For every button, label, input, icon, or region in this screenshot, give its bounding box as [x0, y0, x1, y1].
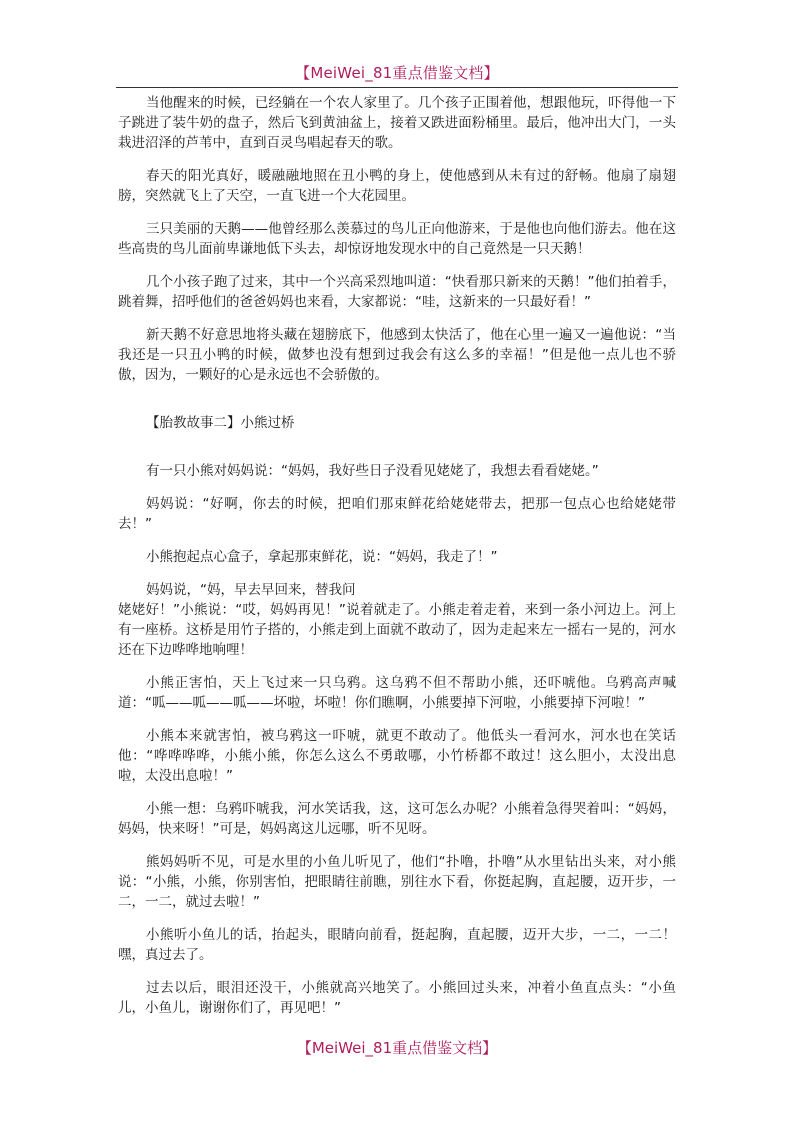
paragraph: 过去以后，眼泪还没干，小熊就高兴地笑了。小熊回过头来，冲着小鱼直点头：“小鱼儿，小鱼儿，谢谢你们了，再见吧！” [118, 980, 676, 1016]
paragraph: 三只美丽的天鹅——他曾经那么羡慕过的鸟儿正向他游来，于是他也向他们游去。他在这些高贵的鸟儿面前卑谦地低下头去，却惊讶地发现水中的自己竟然是一只天鹅！ [118, 221, 676, 257]
document-body [118, 93, 676, 1031]
paragraph: 有一只小熊对妈妈说：“妈妈，我好些日子没看见姥姥了，我想去看看姥姥。” [146, 463, 599, 479]
paragraph: 小熊抱起点心盒子，拿起那束鲜花，说：“妈妈，我走了！” [146, 549, 498, 565]
paragraph: 小熊正害怕，天上飞过来一只乌鸦。这乌鸦不但不帮助小熊，还吓唬他。乌鸦高声喊道：“呱——呱——呱——坏啦，坏啦！你们瞧啊，小熊要掉下河啦，小熊要掉下河啦！” [118, 675, 676, 711]
section-heading: 【胎教故事二】小熊过桥 [146, 415, 295, 431]
paragraph: 熊妈妈听不见，可是水里的小鱼儿听见了，他们“扑噜，扑噜”从水里钻出头来，对小熊说：“小熊，小熊，你别害怕，把眼睛往前瞧，别往水下看，你挺起胸，直起腰，迈开步，一二，一二，就过去啦！” [118, 854, 676, 910]
paragraph: 妈妈说，“妈，早去早回来，替我问 姥姥好！”小熊说：“哎，妈妈再见！”说着就走了。小熊走着走着，来到一条小河边上。河上有一座桥。这桥是用竹子搭的，小熊走到上面就不敢动了，因为走起来左一摇右一晃的，河水还在下边哗哗地响哩！ [118, 582, 676, 658]
paragraph: 小熊听小鱼儿的话，抬起头，眼睛向前看，挺起胸，直起腰，迈开大步，一二，一二！嘿，真过去了。 [118, 927, 676, 963]
paragraph: 妈妈说：“好啊，你去的时候，把咱们那束鲜花给姥姥带去，把那一包点心也给姥姥带去！” [118, 496, 676, 532]
paragraph: 春天的阳光真好，暖融融地照在丑小鸭的身上，使他感到从未有过的舒畅。他扇了扇翅膀，突然就飞上了天空，一直飞进一个大花园里。 [118, 168, 676, 204]
paragraph: 几个小孩子跑了过来，其中一个兴高采烈地叫道：“快看那只新来的天鹅！”他们拍着手，跳着舞，招呼他们的爸爸妈妈也来看，大家都说：“哇，这新来的一只最好看！” [118, 274, 676, 310]
paragraph: 小熊一想：乌鸦吓唬我，河水笑话我，这，这可怎么办呢？小熊着急得哭着叫：“妈妈，妈妈，快来呀！”可是，妈妈离这儿远哪，听不见呀。 [118, 801, 676, 837]
paragraph: 小熊本来就害怕，被乌鸦这一吓唬，就更不敢动了。他低头一看河水，河水也在笑话他：“哗哗哗哗，小熊小熊，你怎么这么不勇敢哪，小竹桥都不敢过！这么胆小，太没出息啦，太没出息啦！” [118, 728, 676, 784]
page-header-title: 【MeiWei_81重点借鉴文档】 [295, 64, 499, 82]
header-divider [116, 87, 678, 88]
paragraph: 当他醒来的时候，已经躺在一个农人家里了。几个孩子正围着他，想跟他玩，吓得他一下子跳进了装牛奶的盘子，然后飞到黄油盆上，接着又跌进面粉桶里。最后，他冲出大门，一头栽进沼泽的芦苇中，直到百灵鸟唱起春天的歌。 [118, 95, 676, 151]
paragraph: 新天鹅不好意思地将头藏在翅膀底下，他感到太快活了，他在心里一遍又一遍他说：“当我还是一只丑小鸭的时候，做梦也没有想到过我会有这么多的幸福！”但是他一点儿也不骄傲，因为，一颗好的心是永远也不会骄傲的。 [118, 327, 676, 383]
page-footer-title: 【MeiWei_81重点借鉴文档】 [296, 1039, 498, 1057]
